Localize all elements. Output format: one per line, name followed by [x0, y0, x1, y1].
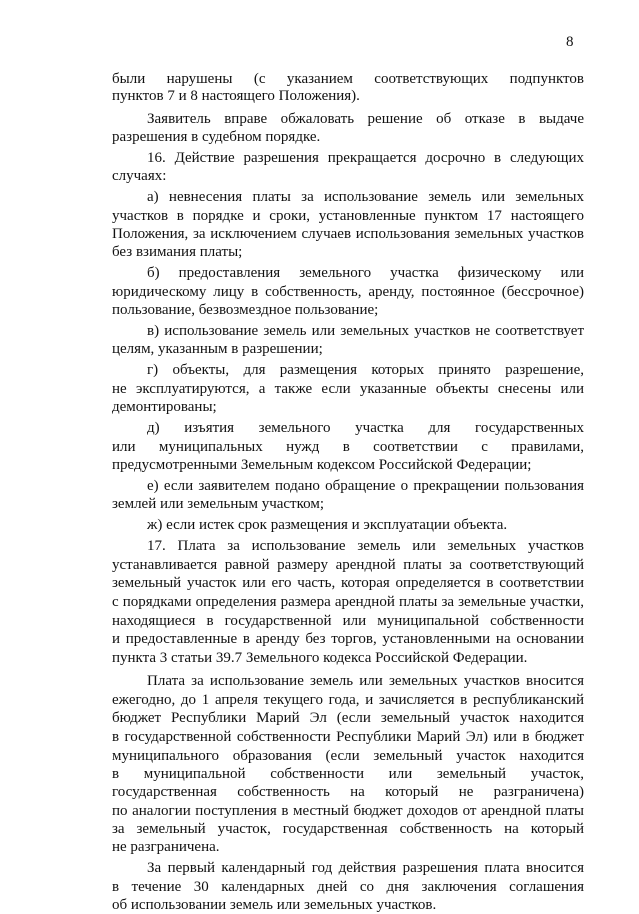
text-line: пункта 3 статьи 39.7 Земельного кодекса Российской Федерации. [112, 650, 528, 666]
text-line: юридическому лицу в собственность, аренду, постоянное (бессрочное) [112, 284, 584, 300]
text-line: не разграничена. [112, 839, 220, 855]
text-line: г) объекты, для размещения которых принято разрешение, [147, 362, 584, 378]
text-line: в течение 30 календарных дней со дня заключения соглашения [112, 879, 584, 895]
text-line: были нарушены (с указанием соответствующих подпунктов [112, 71, 584, 87]
page-number: 8 [566, 34, 574, 50]
text-line: б) предоставления земельного участка физическому или [147, 265, 584, 281]
text-line: целям, указанным в разрешении; [112, 341, 323, 357]
text-line: случаях: [112, 168, 167, 184]
text-line: земельный участок или его часть, которая определяется в соответствии [112, 575, 584, 591]
text-line: за земельный участок, государственная собственность на который [112, 821, 584, 837]
text-line: находящиеся в государственной или муниципальной собственности [112, 613, 584, 629]
text-line: пунктов 7 и 8 настоящего Положения). [112, 88, 360, 104]
text-line: с порядками определения размера арендной платы за земельные участки, [112, 594, 584, 610]
text-line: е) если заявителем подано обращение о прекращении пользования [147, 478, 584, 494]
text-line: разрешения в судебном порядке. [112, 129, 321, 145]
text-line: об использовании земель или земельных участков. [112, 897, 437, 913]
text-line: пользование, безвозмездное пользование; [112, 302, 379, 318]
text-line: не эксплуатируются, а также если указанные объекты снесены или [112, 381, 584, 397]
text-line: Положения, за исключением случаев использования земельных участков [112, 226, 584, 242]
text-line: За первый календарный год действия разрешения плата вносится [147, 860, 584, 876]
text-line: или муниципальных нужд в соответствии с правилами, [112, 439, 584, 455]
text-line: устанавливается равной размеру арендной платы за соответствующий [112, 557, 584, 573]
text-line: государственная собственность на который не разграничена) [112, 784, 584, 800]
text-line: предусмотренными Земельным кодексом Российской Федерации; [112, 457, 532, 473]
text-line: землей или земельным участком; [112, 496, 325, 512]
text-line: в государственной собственности Республики Марий Эл) или в бюджет [112, 729, 584, 745]
text-line: по аналогии поступления в местный бюджет доходов от арендной платы [112, 803, 584, 819]
text-line: ежегодно, до 1 апреля текущего года, и зачисляется в республиканский [112, 692, 584, 708]
text-line: Заявитель вправе обжаловать решение об отказе в выдаче [147, 111, 584, 127]
text-line: а) невнесения платы за использование земель или земельных [147, 189, 584, 205]
text-line: в муниципальной собственности или земельный участок, [112, 766, 584, 782]
text-line: 17. Плата за использование земель или земельных участков [147, 538, 584, 554]
text-line: без взимания платы; [112, 244, 243, 260]
text-line: и предоставленные в аренду без торгов, установленными на основании [112, 631, 584, 647]
text-line: д) изъятия земельного участка для государственных [147, 420, 584, 436]
text-line: Плата за использование земель или земельных участков вносится [147, 673, 584, 689]
text-line: ж) если истек срок размещения и эксплуатации объекта. [147, 517, 508, 533]
text-line: в) использование земель или земельных участков не соответствует [147, 323, 584, 339]
text-line: участков в порядке и сроки, установленные пунктом 17 настоящего [112, 208, 584, 224]
text-line: муниципального образования (если земельный участок находится [112, 748, 584, 764]
text-line: 16. Действие разрешения прекращается досрочно в следующих [147, 150, 584, 166]
text-line: демонтированы; [112, 399, 217, 415]
text-line: бюджет Республики Марий Эл (если земельный участок находится [112, 710, 584, 726]
